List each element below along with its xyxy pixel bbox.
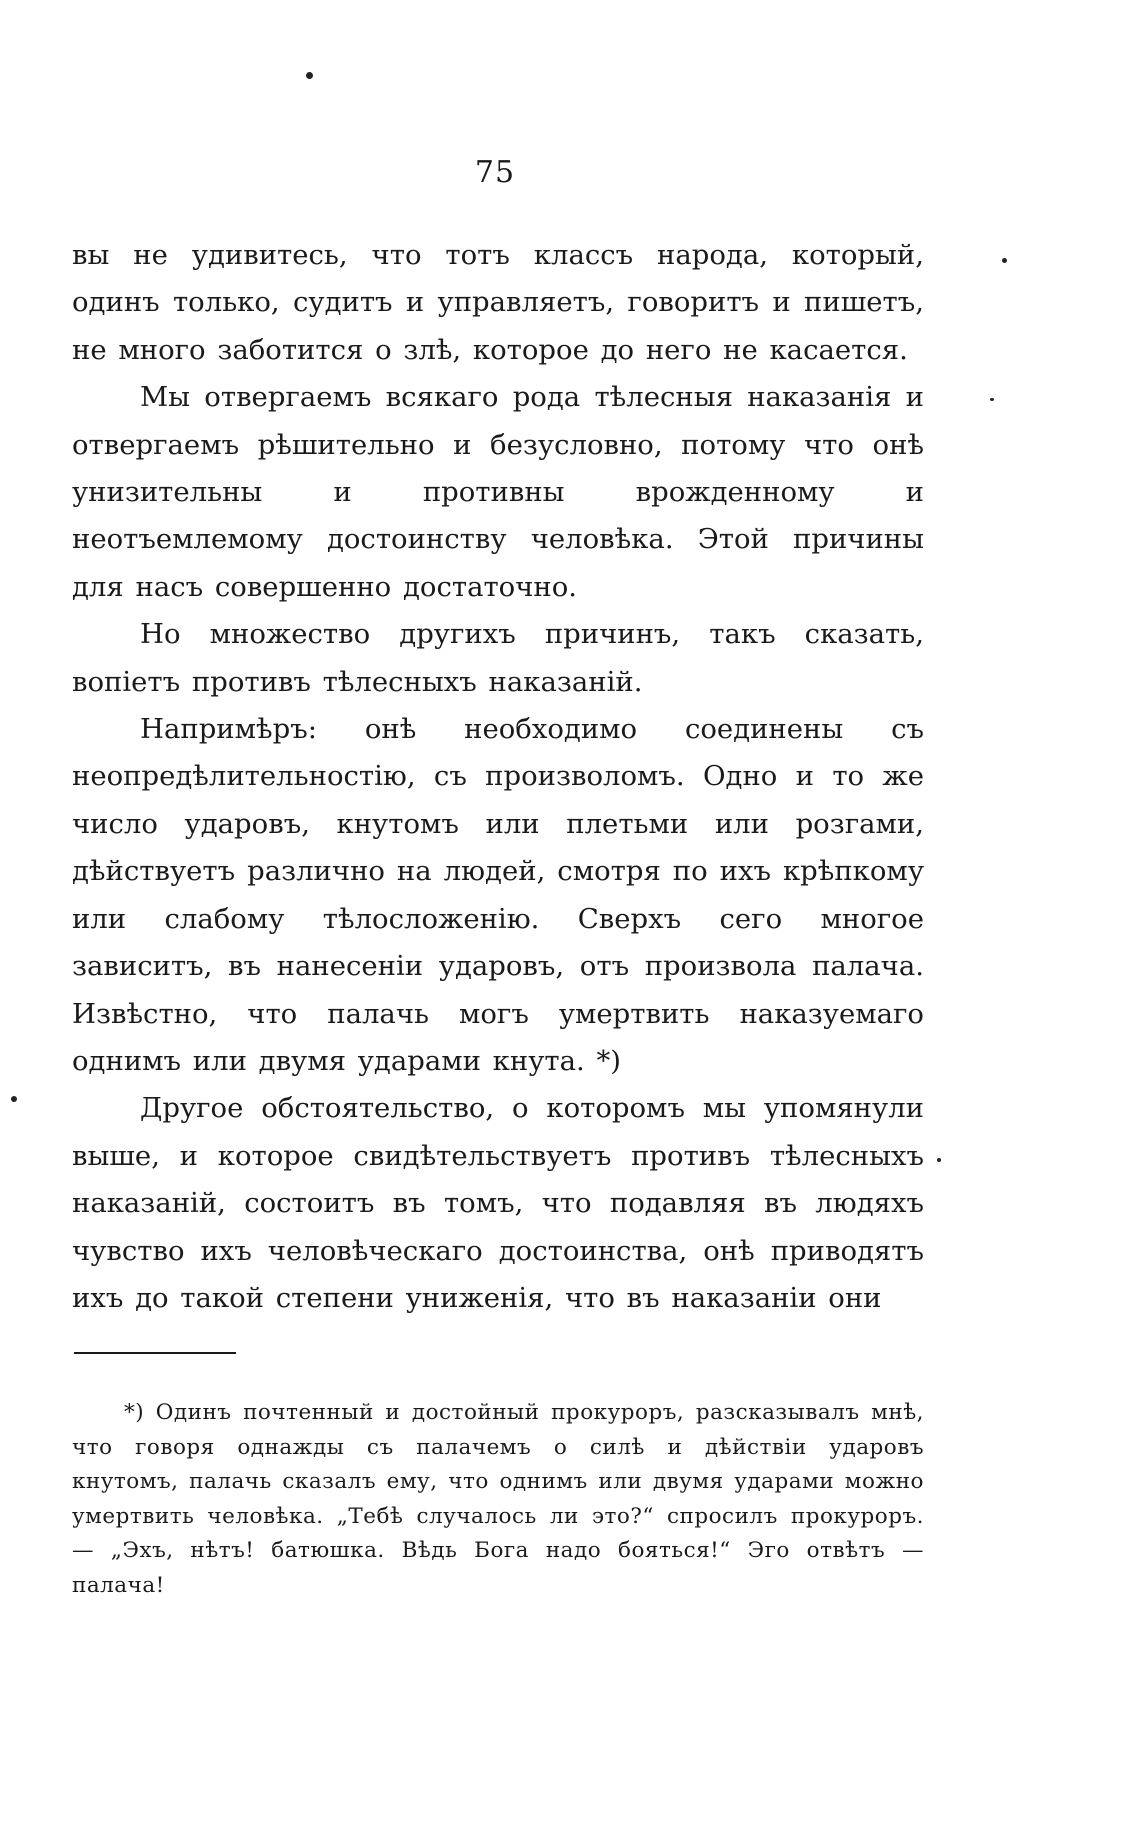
- ink-speck-right-2: [990, 398, 994, 401]
- ink-speck-right-3: [937, 1158, 941, 1162]
- ink-speck-top: [306, 72, 313, 79]
- footnote-divider: [74, 1352, 236, 1354]
- ink-speck-left: [11, 1096, 17, 1102]
- paragraph-continued: вы не удивитесь, что тотъ классъ народа, который, одинъ только, судитъ и управляетъ, говоритъ и пишетъ, не много заботится о злѣ, которое до него не касается.: [72, 239, 924, 366]
- footnote: [72, 1396, 924, 1604]
- paragraph: Но множество другихъ причинъ, такъ сказать, вопіетъ противъ тѣлесныхъ наказаній.: [72, 618, 924, 698]
- paragraph: Напримѣръ: онѣ необходимо соединены съ неопредѣлительностію, съ произволомъ. Одно и то же число ударовъ, кнутомъ или плетьми или розгами, дѣйствуетъ различно на людей, смотря по ихъ крѣпкому или слабому тѣлосложенію. Сверхъ сего многое зависитъ, въ нанесеніи ударовъ, отъ произвола палача. Извѣстно, что палачь могъ умертвить наказуемаго однимъ или двумя ударами кнута. *): [72, 713, 924, 1077]
- main-text: [72, 232, 924, 1322]
- page-number: 75: [474, 155, 516, 190]
- footnote-text: *) Одинъ почтенный и достойный прокуроръ, разсказывалъ мнѣ, что говоря однажды съ палачемъ о силѣ и дѣйствіи ударовъ кнутомъ, палачь сказалъ ему, что однимъ или двумя ударами можно умертвить человѣка. „Тебѣ случалось ли это?“ спросилъ прокуроръ. — „Эхъ, нѣтъ! батюшка. Вѣдь Бога надо бояться!“ Эго отвѣтъ — палача!: [72, 1400, 924, 1598]
- paragraph: Мы отвергаемъ всякаго рода тѣлесныя наказанія и отвергаемъ рѣшительно и безусловно, потому что онѣ унизительны и противны врожденному и неотъемлемому достоинству человѣка. Этой причины для насъ совершенно достаточно.: [72, 381, 924, 603]
- ink-speck-right-1: [1002, 258, 1007, 263]
- paragraph: Другое обстоятельство, о которомъ мы упомянули выше, и которое свидѣтельствуетъ противъ тѣлесныхъ наказаній, состоитъ въ томъ, что подавляя въ людяхъ чувство ихъ человѣческаго достоинства, онѣ приводятъ ихъ до такой степени униженія, что въ наказаніи они: [72, 1092, 924, 1314]
